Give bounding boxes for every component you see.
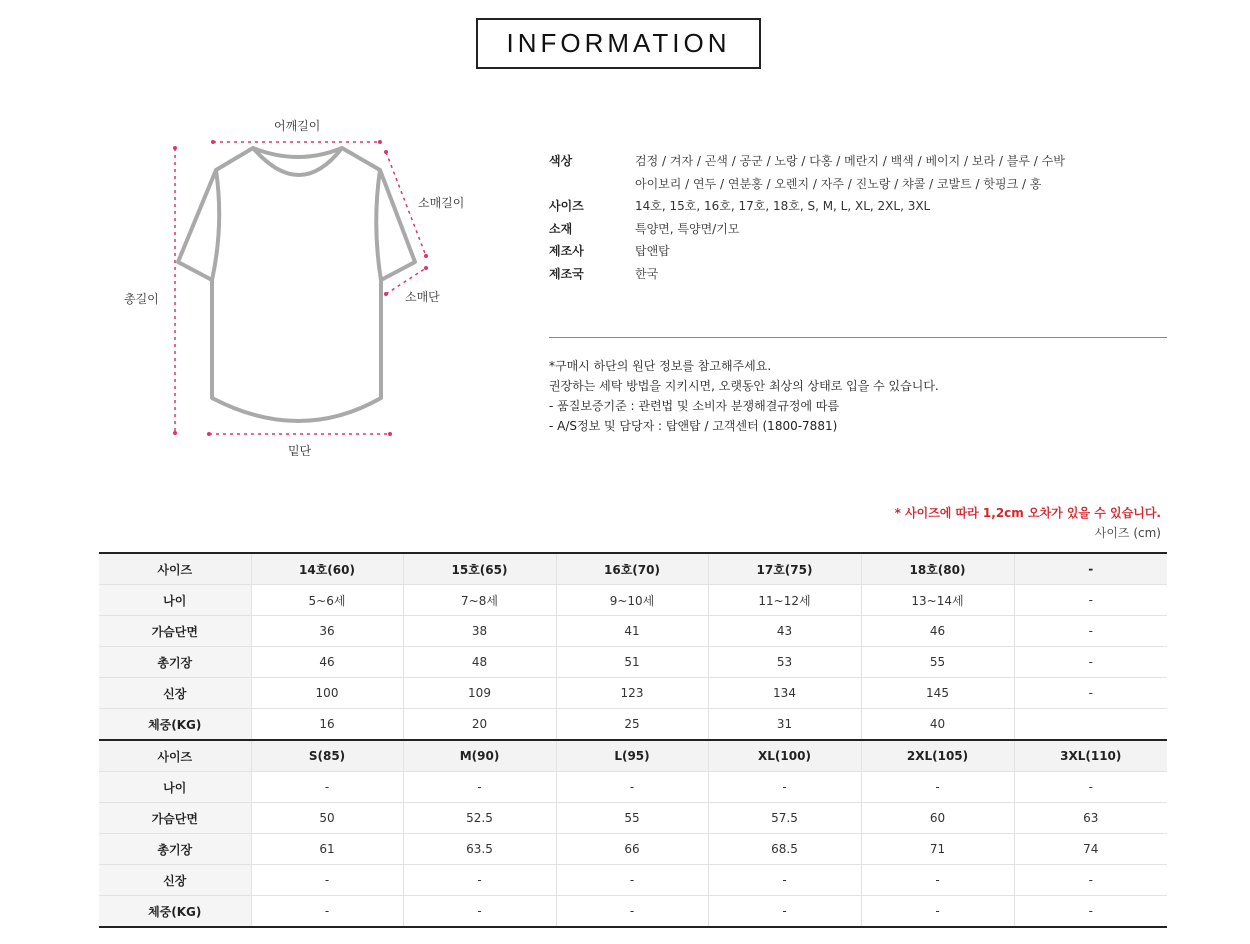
table-row xyxy=(99,803,1167,834)
table-cell: 63.5 xyxy=(403,834,556,865)
size-header-cell: 14호(60) xyxy=(251,553,403,585)
table-row xyxy=(99,834,1167,865)
note-line: - A/S정보 및 담당자 : 탑앤탑 / 고객센터 (1800-7881) xyxy=(549,419,838,433)
table-header-row xyxy=(99,740,1167,772)
table-cell: - xyxy=(1014,647,1167,678)
table-cell: 66 xyxy=(556,834,708,865)
table-cell: 13~14세 xyxy=(861,585,1014,616)
table-cell: - xyxy=(403,896,556,928)
table-cell: - xyxy=(403,865,556,896)
info-key: 색상 xyxy=(549,154,573,168)
info-value xyxy=(635,150,1169,195)
label-sleeve-hem: 소매단 xyxy=(405,290,440,304)
note-line: - 품질보증기준 : 관련법 및 소비자 분쟁해결규정에 따름 xyxy=(549,399,840,413)
info-key: 제조사 xyxy=(549,244,584,258)
table-cell: 5~6세 xyxy=(251,585,403,616)
label-shoulder: 어깨길이 xyxy=(274,119,321,133)
table-cell: - xyxy=(1014,896,1167,928)
size-header-cell: S(85) xyxy=(251,740,403,772)
table-cell: 7~8세 xyxy=(403,585,556,616)
table-cell: - xyxy=(251,772,403,803)
table-cell: - xyxy=(1014,678,1167,709)
table-cell: 11~12세 xyxy=(708,585,861,616)
info-value: 14호, 15호, 16호, 17호, 18호, S, M, L, XL, 2XL, 3XL xyxy=(635,199,931,213)
note-line: *구매시 하단의 원단 정보를 참고해주세요. xyxy=(549,359,772,373)
row-label: 총기장 xyxy=(99,834,251,865)
info-row-size xyxy=(549,195,1169,218)
row-label: 나이 xyxy=(99,585,251,616)
table-cell: 134 xyxy=(708,678,861,709)
table-row xyxy=(99,647,1167,678)
row-label: 사이즈 xyxy=(99,553,251,585)
color-list-line: 검정 / 겨자 / 곤색 / 공군 / 노랑 / 다홍 / 메란지 / 백색 / 베이지 / 보라 / 블루 / 수박 xyxy=(635,154,1065,168)
info-key: 제조국 xyxy=(549,266,584,281)
table-cell: 123 xyxy=(556,678,708,709)
table-cell: 63 xyxy=(1014,803,1167,834)
info-value: 탑앤탑 xyxy=(635,244,670,258)
table-row xyxy=(99,709,1167,741)
table-cell: - xyxy=(861,772,1014,803)
table-cell: 38 xyxy=(403,616,556,647)
table-cell: 53 xyxy=(708,647,861,678)
table-cell: - xyxy=(556,772,708,803)
table-cell: 46 xyxy=(251,647,403,678)
size-header-cell: 16호(70) xyxy=(556,553,708,585)
info-row-manufacturer xyxy=(549,240,1169,263)
row-label: 신장 xyxy=(99,865,251,896)
size-table-kids xyxy=(99,553,1167,740)
table-cell: 74 xyxy=(1014,834,1167,865)
table-row xyxy=(99,678,1167,709)
size-header-cell: 2XL(105) xyxy=(861,740,1014,772)
product-info xyxy=(549,150,1169,285)
table-cell: 36 xyxy=(251,616,403,647)
table-row xyxy=(99,616,1167,647)
row-label: 사이즈 xyxy=(99,740,251,772)
table-cell: - xyxy=(1014,865,1167,896)
row-label: 체중(KG) xyxy=(99,896,251,928)
table-cell: - xyxy=(403,772,556,803)
neckline xyxy=(253,148,342,157)
table-cell: 16 xyxy=(251,709,403,741)
table-cell: 71 xyxy=(861,834,1014,865)
size-header-cell: - xyxy=(1014,553,1167,585)
note-line: 권장하는 세탁 방법을 지키시면, 오랫동안 최상의 상태로 입을 수 있습니다. xyxy=(549,379,939,393)
info-row-origin xyxy=(549,263,1169,286)
table-cell: - xyxy=(708,772,861,803)
care-notes xyxy=(549,356,939,436)
title-box xyxy=(476,18,761,69)
row-label: 신장 xyxy=(99,678,251,709)
size-header-cell: M(90) xyxy=(403,740,556,772)
label-total-length: 총길이 xyxy=(124,292,159,306)
table-cell: - xyxy=(251,865,403,896)
info-key: 사이즈 xyxy=(549,199,584,213)
table-cell: - xyxy=(861,865,1014,896)
info-value: 한국 xyxy=(635,266,659,281)
table-cell: 20 xyxy=(403,709,556,741)
table-cell: 25 xyxy=(556,709,708,741)
table-cell: 52.5 xyxy=(403,803,556,834)
row-label: 나이 xyxy=(99,772,251,803)
table-cell: 145 xyxy=(861,678,1014,709)
size-header-cell: 17호(75) xyxy=(708,553,861,585)
table-cell: 50 xyxy=(251,803,403,834)
table-cell: 55 xyxy=(556,803,708,834)
label-sleeve-length: 소매길이 xyxy=(418,196,465,210)
table-cell: - xyxy=(1014,616,1167,647)
table-cell: 57.5 xyxy=(708,803,861,834)
table-cell: 31 xyxy=(708,709,861,741)
size-header-cell: 3XL(110) xyxy=(1014,740,1167,772)
table-cell: - xyxy=(251,896,403,928)
table-cell: 46 xyxy=(861,616,1014,647)
info-value: 특양면, 특양면/기모 xyxy=(635,221,740,236)
table-row xyxy=(99,896,1167,928)
table-cell: 109 xyxy=(403,678,556,709)
table-cell: - xyxy=(556,896,708,928)
table-cell: - xyxy=(1014,772,1167,803)
table-cell xyxy=(1014,709,1167,741)
table-row xyxy=(99,865,1167,896)
table-cell: 9~10세 xyxy=(556,585,708,616)
table-cell: 61 xyxy=(251,834,403,865)
size-table xyxy=(99,552,1167,928)
page-title: INFORMATION xyxy=(506,28,731,58)
table-header-row xyxy=(99,553,1167,585)
table-cell: 55 xyxy=(861,647,1014,678)
table-cell: 68.5 xyxy=(708,834,861,865)
size-header-cell: XL(100) xyxy=(708,740,861,772)
divider xyxy=(549,337,1167,338)
color-list-line: 아이보리 / 연두 / 연분홍 / 오렌지 / 자주 / 진노랑 / 챠콜 / 코발트 / 핫핑크 / 홍 xyxy=(635,176,1042,191)
table-row xyxy=(99,585,1167,616)
label-hem: 밑단 xyxy=(288,444,312,458)
size-table-adult xyxy=(99,740,1167,927)
row-label: 가슴단면 xyxy=(99,616,251,647)
row-label: 체중(KG) xyxy=(99,709,251,741)
table-cell: 41 xyxy=(556,616,708,647)
size-header-cell: 15호(65) xyxy=(403,553,556,585)
info-row-color xyxy=(549,150,1169,195)
table-cell: - xyxy=(708,896,861,928)
size-unit-label: 사이즈 (cm) xyxy=(1094,526,1161,540)
table-cell: - xyxy=(1014,585,1167,616)
row-label: 총기장 xyxy=(99,647,251,678)
table-cell: - xyxy=(708,865,861,896)
size-header-cell: 18호(80) xyxy=(861,553,1014,585)
table-row xyxy=(99,772,1167,803)
table-cell: 48 xyxy=(403,647,556,678)
table-cell: 40 xyxy=(861,709,1014,741)
row-label: 가슴단면 xyxy=(99,803,251,834)
table-cell: 43 xyxy=(708,616,861,647)
table-cell: 51 xyxy=(556,647,708,678)
table-cell: - xyxy=(556,865,708,896)
info-key: 소재 xyxy=(549,221,573,236)
garment-diagram xyxy=(110,110,490,470)
size-header-cell: L(95) xyxy=(556,740,708,772)
size-tolerance-warning: * 사이즈에 따라 1,2cm 오차가 있을 수 있습니다. xyxy=(894,506,1161,520)
info-row-material xyxy=(549,218,1169,241)
table-cell: 60 xyxy=(861,803,1014,834)
table-cell: - xyxy=(861,896,1014,928)
table-cell: 100 xyxy=(251,678,403,709)
